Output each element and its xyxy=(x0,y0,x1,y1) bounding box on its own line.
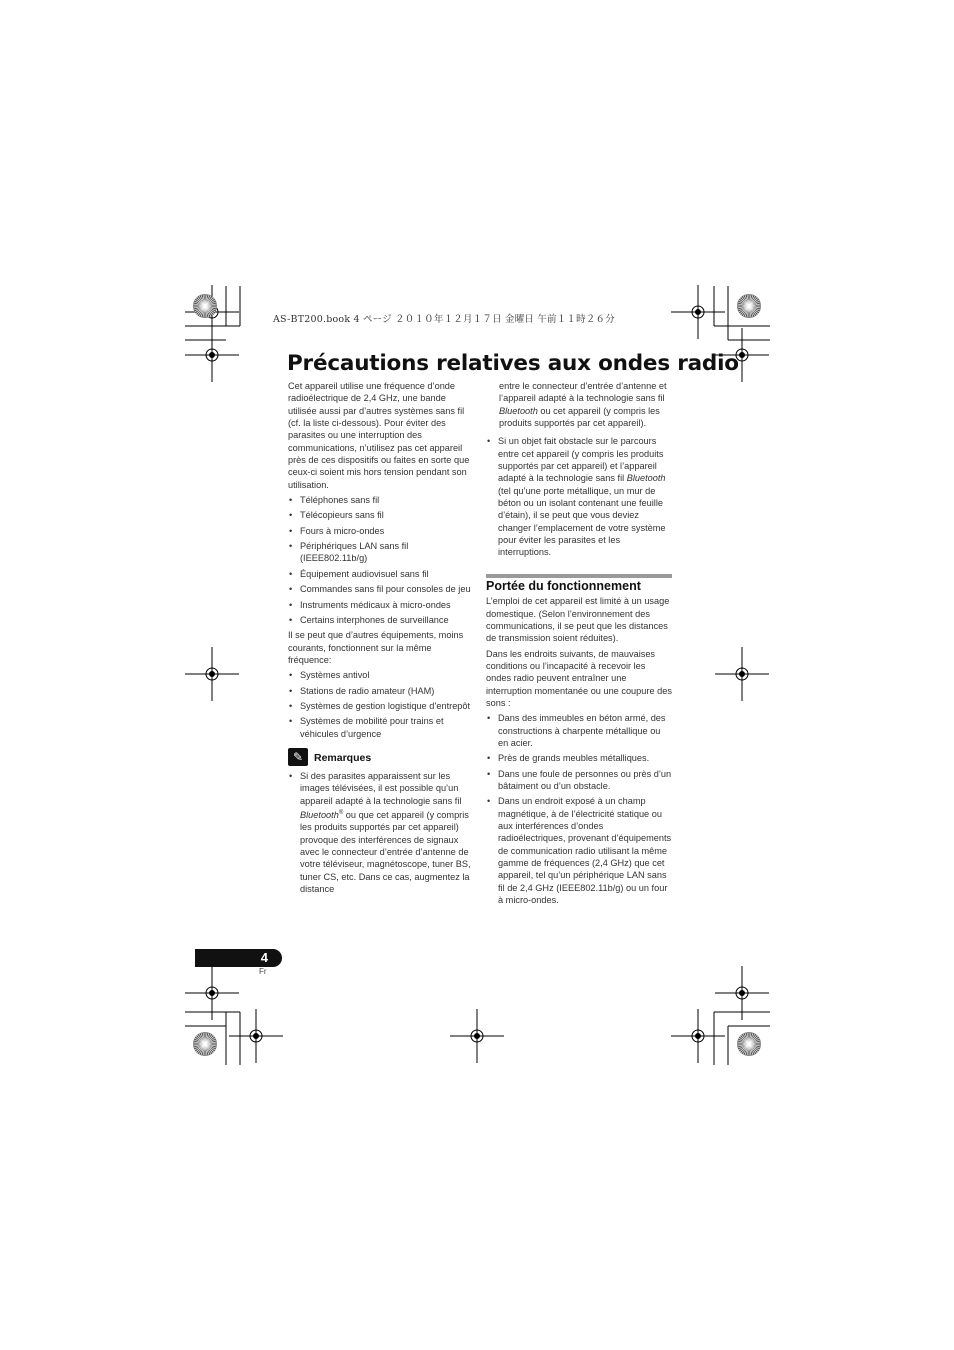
list-item: • Systèmes antivol xyxy=(288,669,474,681)
registration-starburst xyxy=(193,1032,217,1056)
list-item: • Systèmes de mobilité pour trains et véhicules d’urgence xyxy=(288,715,474,740)
list-item: • Stations de radio amateur (HAM) xyxy=(288,685,474,697)
notes-title: Remarques xyxy=(314,751,372,764)
section-paragraph: L’emploi de cet appareil est limité à un usage domestique. (Selon l’environnement des communications, il se peut que les distances de transmission soient réduites). xyxy=(486,596,670,644)
registration-crosshair xyxy=(229,1009,283,1063)
note-text: ou que cet appareil (y compris les produits supportés par cet appareil) provoque des interférences de signaux avec le connecteur d’entrée d’antenne de votre téléviseur, magnétoscope, tuner BS, tuner CS, etc. Dans ce cas, augmentez la distance xyxy=(300,810,471,895)
registration-crosshair xyxy=(450,1009,504,1063)
registration-crosshair xyxy=(185,647,239,701)
page-number: 4 xyxy=(260,950,268,965)
registration-starburst xyxy=(737,294,761,318)
note-text: Si un objet fait obstacle sur le parcours entre cet appareil (y compris les produits supportés par cet appareil) et l’appareil adapté à la technologie sans fil xyxy=(498,436,664,484)
header-file-info: AS-BT200.book 4 ページ ２０１０年１２月１７日 金曜日 午前１１時２６分 xyxy=(273,314,615,325)
bluetooth-term: Bluetooth xyxy=(626,473,666,484)
list-item: • Dans des immeubles en béton armé, des constructions à charpente métallique ou en acier. xyxy=(486,712,672,749)
intro-paragraph: Cet appareil utilise une fréquence d’onde radioélectrique de 2,4 GHz, une bande utilisée aussi par d’autres systèmes sans fil (cf. la liste ci-dessous). Pour éviter des parasites ou une interruption des communications, n’utilisez pas cet appareil près de ces dispositifs ou faites en sorte que ceux-ci soient mis hors tension pendant son utilisation. xyxy=(288,381,470,490)
list-item: • Périphériques LAN sans fil (IEEE802.11b/g) xyxy=(288,540,474,565)
notes-list xyxy=(288,770,474,896)
note-text: Si des parasites apparaissent sur les images télévisées, il est possible qu’un appareil adapté à la technologie sans fil xyxy=(300,770,462,806)
list-item: • Instruments médicaux à micro-ondes xyxy=(288,599,474,611)
registration-starburst xyxy=(737,1032,761,1056)
note-text: (tel qu’une porte métallique, un mur de béton ou un isolant contenant une feuille d’étain), il se peut que vous deviez changer l’emplacement de votre système pour éviter les parasites et les interruptions. xyxy=(498,485,666,558)
notes-list-continued xyxy=(486,435,672,558)
list-item: • Systèmes de gestion logistique d’entrepôt xyxy=(288,700,474,712)
registration-crosshair xyxy=(185,328,239,382)
other-device-list xyxy=(288,669,474,740)
notes-heading xyxy=(288,748,474,768)
page-language: Fr xyxy=(259,967,267,976)
list-item: • Équipement audiovisuel sans fil xyxy=(288,568,474,580)
page-number-tab xyxy=(195,949,282,967)
note-text: entre le connecteur d’entrée d’antenne et l’appareil adapté à la technologie sans fil xyxy=(499,381,667,404)
right-column xyxy=(486,380,672,909)
note-item xyxy=(486,435,672,558)
list-item: • Commandes sans fil pour consoles de jeu xyxy=(288,583,474,595)
list-item: • Dans une foule de personnes ou près d’un bâtaiment ou d’un obstacle. xyxy=(486,768,672,793)
note-item xyxy=(288,770,474,896)
bluetooth-term: Bluetooth xyxy=(499,405,538,416)
list-item: • Près de grands meubles métalliques. xyxy=(486,752,672,764)
device-list xyxy=(288,494,474,626)
registration-crosshair xyxy=(715,647,769,701)
registration-crosshair xyxy=(671,285,725,339)
list-item: • Certains interphones de surveillance xyxy=(288,614,474,626)
bluetooth-term: Bluetooth xyxy=(300,810,339,821)
list-item: • Téléphones sans fil xyxy=(288,494,474,506)
registration-crosshair xyxy=(671,1009,725,1063)
page-title: Précautions relatives aux ondes radio xyxy=(287,351,739,376)
pencil-note-icon: ✎ xyxy=(288,748,308,766)
note-text: ou cet appareil (y compris les produits supportés par cet appareil). xyxy=(499,405,660,429)
left-column xyxy=(288,380,474,898)
other-equipment-paragraph: Il se peut que d’autres équipements, moins courants, fonctionnent sur la même fréquence: xyxy=(288,630,464,665)
list-item: • Télécopieurs sans fil xyxy=(288,509,474,521)
section-paragraph: Dans les endroits suivants, de mauvaises conditions ou l’incapacité à recevoir les ondes radio peuvent entraîner une interruption momentanée ou une coupure des sons : xyxy=(486,648,672,708)
registration-starburst xyxy=(193,294,217,318)
registered-mark: ® xyxy=(338,809,344,816)
list-item: • Dans un endroit exposé à un champ magnétique, à de l’électricité statique ou aux interférences d’ondes radioélectriques, provenant d’équipements de communication radio utilisant la même gamme de fréquences (2,4 GHz) que cet appareil, tel qu’un périphérique LAN sans fil de 2,4 GHz (IEEE802.11b/g) ou un four à micro-ondes. xyxy=(486,795,672,906)
list-item: • Fours à micro-ondes xyxy=(288,525,474,537)
note-continuation xyxy=(486,380,672,429)
section-heading: Portée du fonctionnement xyxy=(486,574,672,592)
places-list xyxy=(486,712,672,906)
